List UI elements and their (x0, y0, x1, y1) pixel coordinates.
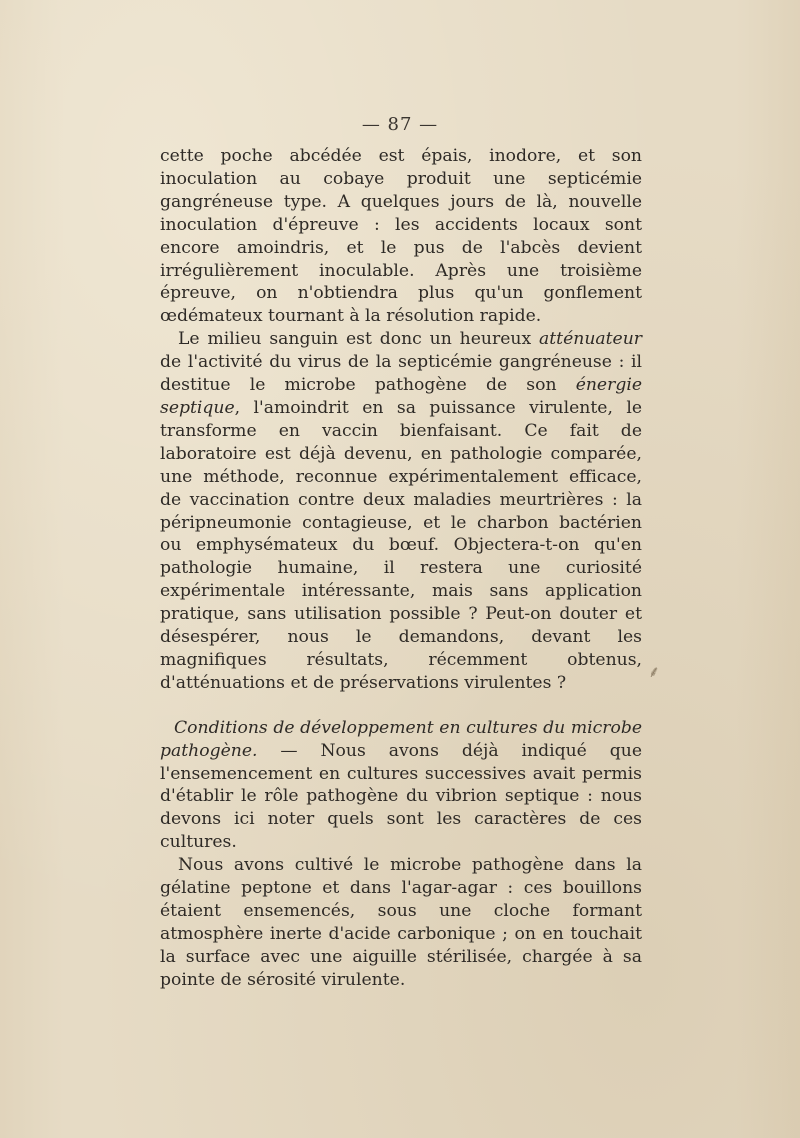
section-heading: Conditions de développement en cultures du microbe pathogène. (160, 717, 642, 761)
paragraph-attenuation (160, 328, 642, 695)
paragraph-cultures: Nous avons cultivé le microbe pathogène dans la gélatine peptone et dans l'agar-agar : ces bouillons étaient ensemencés, sous une cloche formant atmosphère inerte d'acide carbonique ; on en touchait la surface avec une aiguille stérilisée, chargée à sa pointe de sérosité virulente. (160, 855, 642, 990)
emphasis-energie-septique: énergie septique (160, 375, 642, 418)
paragraph-text: — Nous avons déjà indiqué que l'ensemencement en cultures successives avait permis d'établir le rôle pathogène du vibrion septique : nous devons ici noter quels sont les caractères de ces cultures. (160, 740, 642, 853)
margin-mark: ⸙ (648, 662, 661, 681)
paragraph-continuation: cette poche abcédée est épais, inodore, et son inoculation au cobaye produit une septicémie gangréneuse type. A quelques jours de là, nouvelle inoculation d'épreuve : les accidents locaux sont encore amoindris, et le pus de l'abcès devient irrégulièrement inoculable. Après une troisième épreuve, on n'obtiendra plus qu'un gonflement œdémateux tournant à la résolution rapide. (160, 146, 642, 327)
paragraph-conditions (160, 717, 642, 854)
paragraph-text: de l'activité du virus de la septicémie gangréneuse : il destitue le microbe pathogène de son (160, 352, 642, 396)
paragraph-text: , l'amoindrit en sa puissance virulente, le transforme en vaccin bienfaisant. Ce fait de laboratoire est déjà devenu, en pathologie comparée, une méthode, reconnue expérimentalement efficace, de vaccination contre deux maladies meurtrières : la péripneumonie contagieuse, et le charbon bactérien ou emphysémateux du bœuf. Objectera-t-on qu'en pathologie humaine, il restera une curiosité expérimentale intéressante, mais sans application pratique, sans utilisation possible ? Peut-on douter et désespérer, nous le demandons, devant les magnifiques résultats, récemment obtenus, d'atténuations et de préservations virulentes ? (160, 397, 642, 693)
page-body (160, 145, 642, 992)
paragraph-text: Le milieu sanguin est donc un heureux (178, 329, 540, 350)
emphasis-attenuateur: atténuateur (539, 329, 642, 350)
page-number: — 87 — (361, 114, 439, 135)
